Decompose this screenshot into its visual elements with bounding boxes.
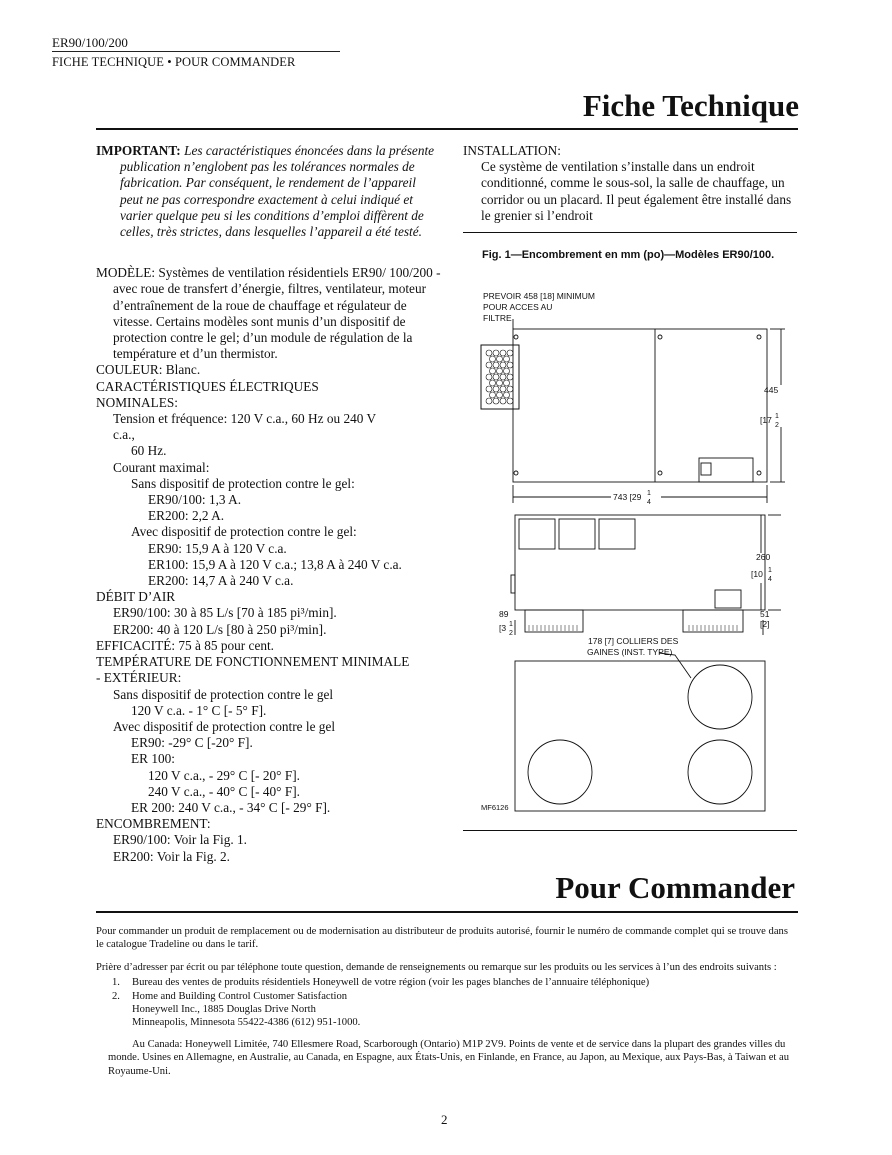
spec-line: ER90/100: 1,3 A. — [148, 492, 242, 508]
header-model-line: ER90/100/200 — [52, 35, 128, 50]
order-title-rule — [96, 911, 798, 913]
installation-section — [463, 143, 803, 224]
dim-depth-in: [10 — [751, 569, 763, 579]
contact-item-1 — [96, 976, 796, 989]
spec-line: - EXTÉRIEUR: — [96, 670, 182, 686]
dim-right-in: [2] — [760, 619, 770, 629]
address-line-1: Honeywell Inc., 1885 Douglas Drive North — [132, 1004, 316, 1016]
contact-item-1-num: 1. — [112, 977, 120, 989]
contact-item-2-text: Home and Building Control Customer Satisfaction — [132, 990, 348, 1002]
figure-code: MF6126 — [481, 803, 509, 812]
dim-depth: 260 — [756, 552, 771, 562]
spec-line: 60 Hz. — [131, 443, 167, 459]
spec-line: 120 V c.a. - 1° C [- 5° F]. — [131, 702, 267, 718]
installation-label: INSTALLATION: — [463, 143, 561, 158]
figure-rule — [463, 830, 797, 831]
important-notice — [96, 143, 442, 240]
spec-line: Avec dispositif de protection contre le gel — [113, 718, 336, 734]
figure-caption: Fig. 1—Encombrement en mm (po)—Modèles ER90/100. — [482, 249, 775, 261]
dim-height-frac-n: 1 — [775, 413, 779, 420]
header-rule — [52, 51, 340, 52]
specs-column — [96, 143, 442, 865]
contact-list — [96, 976, 796, 1003]
note-access-3: FILTRE — [483, 313, 512, 323]
page-number: 2 — [441, 1112, 448, 1127]
modele-text: MODÈLE: Systèmes de ventilation résidentiels ER90/ 100/200 - avec roue de transfert d’énergie, filtres, ventilateur, moteur d’entraînement de la roue de chauffage et régulateur de vitesse. Certains modèles sont munis d’un dispositif de protection contre le gel; d’un module de régulation de la température et d’un thermistor. — [96, 265, 441, 362]
spec-line: CARACTÉRISTIQUES ÉLECTRIQUES — [96, 378, 319, 394]
spec-line: EFFICACITÉ: 75 à 85 pour cent. — [96, 637, 275, 653]
dim-left: 89 — [499, 609, 509, 619]
spec-line: Courant maximal: — [113, 459, 210, 475]
dim-width-frac-n: 1 — [647, 490, 651, 497]
order-title: Pour Commander — [555, 870, 795, 905]
dim-right: 51 — [760, 609, 770, 619]
dimension-drawing — [463, 285, 797, 830]
important-label: IMPORTANT: — [96, 143, 181, 158]
spec-line: ER90: -29° C [-20° F]. — [131, 735, 253, 751]
spec-line: TEMPÉRATURE DE FONCTIONNEMENT MINIMALE — [96, 654, 410, 670]
spec-line: NOMINALES: — [96, 394, 178, 410]
fiche-title: Fiche Technique — [582, 88, 799, 123]
spec-line: Sans dispositif de protection contre le gel: — [131, 475, 355, 491]
spec-line: ER200: 14,7 A à 240 V c.a. — [148, 573, 294, 589]
dim-width-frac-d: 4 — [647, 499, 651, 506]
spec-line: COULEUR: Blanc. — [96, 362, 201, 378]
spec-line: ER200: 40 à 120 L/s [80 à 250 pi³/min]. — [113, 621, 327, 637]
installation-text: Ce système de ventilation s’installe dans un endroit conditionné, comme le sous-sol, la salle de chauffage, un corridor ou un placard. Il peut également être installé dans le grenier si l’endroit — [481, 159, 792, 223]
spec-line: ER200: Voir la Fig. 2. — [113, 848, 230, 864]
spec-line: DÉBIT D’AIR — [96, 589, 176, 605]
dim-left-in: [3 — [499, 623, 507, 633]
spec-line: ER90: 15,9 A à 120 V c.a. — [148, 540, 287, 556]
dimension-figure — [463, 285, 797, 830]
dim-height: 445 — [764, 385, 779, 395]
fiche-title-rule — [96, 128, 798, 130]
dim-depth-frac-d: 4 — [768, 576, 772, 583]
spec-line: 120 V c.a., - 29° C [- 20° F]. — [148, 767, 300, 783]
spec-list — [96, 362, 442, 864]
spec-line: ER100: 15,9 A à 120 V c.a.; 13,8 A à 240 V c.a. — [148, 556, 402, 572]
spec-line: ER 100: — [131, 751, 175, 767]
dim-left-frac-d: 2 — [509, 630, 513, 637]
contact-item-2 — [96, 990, 796, 1003]
note-collars-2: GAINES (INST. TYPE) — [587, 647, 673, 657]
contact-item-2-num: 2. — [112, 990, 120, 1002]
installation-rule — [463, 232, 797, 233]
canada-text: Au Canada: Honeywell Limitée, 740 Ellesmere Road, Scarborough (Ontario) M1P 2V9. Points de vente et de service dans la plupart des grandes villes du monde. Usines en Allemagne, en Australie, au Canada, en Espagne, aux États-Unis, en Finlande, en France, au Japon, au Mexique, aux Pays-Bas, à Taiwan et au Royaume-Uni. — [108, 1038, 789, 1077]
note-access-2: POUR ACCES AU — [483, 302, 553, 312]
dim-height-frac-d: 2 — [775, 422, 779, 429]
dim-left-frac-n: 1 — [509, 621, 513, 628]
dim-height-in: [17 — [760, 415, 772, 425]
spec-line: ENCOMBREMENT: — [96, 816, 211, 832]
spec-line: Tension et fréquence: 120 V c.a., 60 Hz ou 240 V — [113, 411, 377, 427]
address-line-2: Minneapolis, Minnesota 55422-4386 (612) 951-1000. — [132, 1017, 361, 1029]
note-collars-1: 178 [7] COLLIERS DES — [588, 636, 679, 646]
spec-line: ER200: 2,2 A. — [148, 508, 225, 524]
spec-line: Avec dispositif de protection contre le gel: — [131, 524, 357, 540]
order-para-2: Prière d’adresser par écrit ou par téléphone toute question, demande de renseignements ou remarque sur les produits ou les services à l’un des endroits suivants : — [96, 961, 777, 973]
contact-item-1-text: Bureau des ventes de produits résidentiels Honeywell de votre région (voir les pages blanches de l’annuaire téléphonique) — [132, 977, 650, 989]
spec-line: ER 200: 240 V c.a., - 34° C [- 29° F]. — [131, 799, 331, 815]
spec-line: ER90/100: Voir la Fig. 1. — [113, 832, 247, 848]
spec-line: ER90/100: 30 à 85 L/s [70 à 185 pi³/min]. — [113, 605, 337, 621]
order-section — [96, 925, 796, 1087]
order-para-1: Pour commander un produit de remplacement ou de modernisation au distributeur de produits autorisé, fournir le numéro de commande complet qui se trouve dans le catalogue Tradeline ou dans le tarif. — [96, 926, 788, 951]
spec-line: 240 V c.a., - 40° C [- 40° F]. — [148, 783, 300, 799]
dim-width: 743 [29 — [613, 492, 642, 502]
spec-line: Sans dispositif de protection contre le gel — [113, 686, 334, 702]
note-access-1: PREVOIR 458 [18] MINIMUM — [483, 291, 595, 301]
header-section-line: FICHE TECHNIQUE • POUR COMMANDER — [52, 55, 296, 69]
important-text: Les caractéristiques énoncées dans la présente publication n’englobent pas les tolérances normales de fabrication. Par conséquent, le rendement de l’appareil peut ne pas correspondre exactement à celui indiqué et varier quelque peu si les conditions d’emploi diffèrent de celles, très strictes, dans lesquelles l’appareil a été testé. — [120, 143, 435, 240]
dim-depth-frac-n: 1 — [768, 567, 772, 574]
spec-line: c.a., — [113, 427, 135, 443]
unit-front-outline — [513, 329, 767, 482]
